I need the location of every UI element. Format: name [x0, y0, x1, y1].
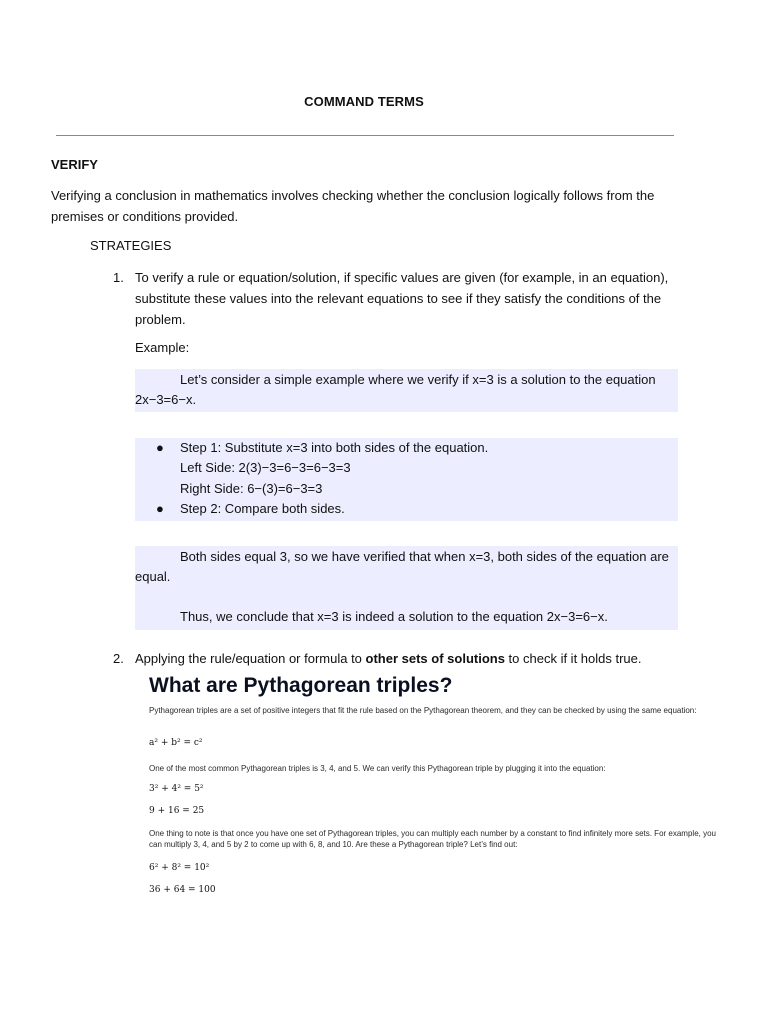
- bullet-icon: ●: [156, 501, 164, 516]
- conclusion-box: [135, 546, 678, 630]
- item2-text-before: Applying the rule/equation or formula to: [135, 651, 366, 666]
- left-side-text: Left Side: 2(3)−3=6−3=6−3=3: [180, 460, 351, 475]
- strategies-label: STRATEGIES: [90, 238, 172, 253]
- conclusion-text-2: Thus, we conclude that x=3 is indeed a solution to the equation 2x−3=6−x.: [180, 609, 608, 624]
- figure-heading: What are Pythagorean triples?: [149, 674, 453, 697]
- figure-paragraph-3: One thing to note is that once you have one set of Pythagorean triples, you can multiply each number by a constant to find infinitely more sets. For example, you can multiply 3, 4, and 5 by 2 to come up with 6, 8, and 10. Are these a Pythagorean triple? Let’s find out:: [149, 829, 716, 849]
- figure-equation-2: 3² + 4² = 5²: [149, 784, 204, 794]
- bullet-icon: ●: [156, 440, 164, 455]
- figure-equation-3: 9 + 16 = 25: [149, 806, 205, 816]
- example-intro-box: [135, 369, 678, 412]
- figure-paragraph-1: Pythagorean triples are a set of positive integers that fit the rule based on the Pythagorean theorem, and they can be checked by using the same equation:: [149, 706, 697, 715]
- figure-paragraph-2: One of the most common Pythagorean triples is 3, 4, and 5. We can verify this Pythagorean triple by plugging it into the equation:: [149, 764, 606, 773]
- item2-text-after: to check if it holds true.: [504, 651, 642, 666]
- example-label: Example:: [135, 340, 190, 355]
- intro-paragraph: Verifying a conclusion in mathematics involves checking whether the conclusion logically follows from the premises or conditions provided.: [51, 188, 655, 224]
- document-title: COMMAND TERMS: [304, 94, 424, 109]
- figure-equation-5: 36 + 64 = 100: [149, 885, 216, 895]
- list-number: 2.: [113, 651, 124, 666]
- list-item-text: [135, 648, 715, 669]
- figure-equation-1: a² + b² = c²: [149, 738, 203, 748]
- list-item-text: To verify a rule or equation/solution, if specific values are given (for example, in an equation), substitute these values into the relevant equations to see if they satisfy the conditions of the problem.: [135, 270, 669, 327]
- step-1-text: Step 1: Substitute x=3 into both sides of the equation.: [180, 440, 489, 455]
- step-2-text: Step 2: Compare both sides.: [180, 501, 345, 516]
- section-heading: VERIFY: [51, 157, 98, 172]
- item2-text-bold: other sets of solutions: [365, 651, 505, 666]
- list-number: 1.: [113, 270, 124, 285]
- figure-equation-4: 6² + 8² = 10²: [149, 863, 210, 873]
- right-side-text: Right Side: 6−(3)=6−3=3: [180, 481, 323, 496]
- example-intro-text: Let’s consider a simple example where we verify if x=3 is a solution to the equation 2x−3=6−x.: [135, 372, 656, 407]
- title-divider: [56, 135, 674, 136]
- steps-box: [135, 438, 678, 521]
- pythagorean-triples-figure: [138, 668, 726, 900]
- conclusion-text-1: Both sides equal 3, so we have verified that when x=3, both sides of the equation are equal.: [135, 549, 669, 584]
